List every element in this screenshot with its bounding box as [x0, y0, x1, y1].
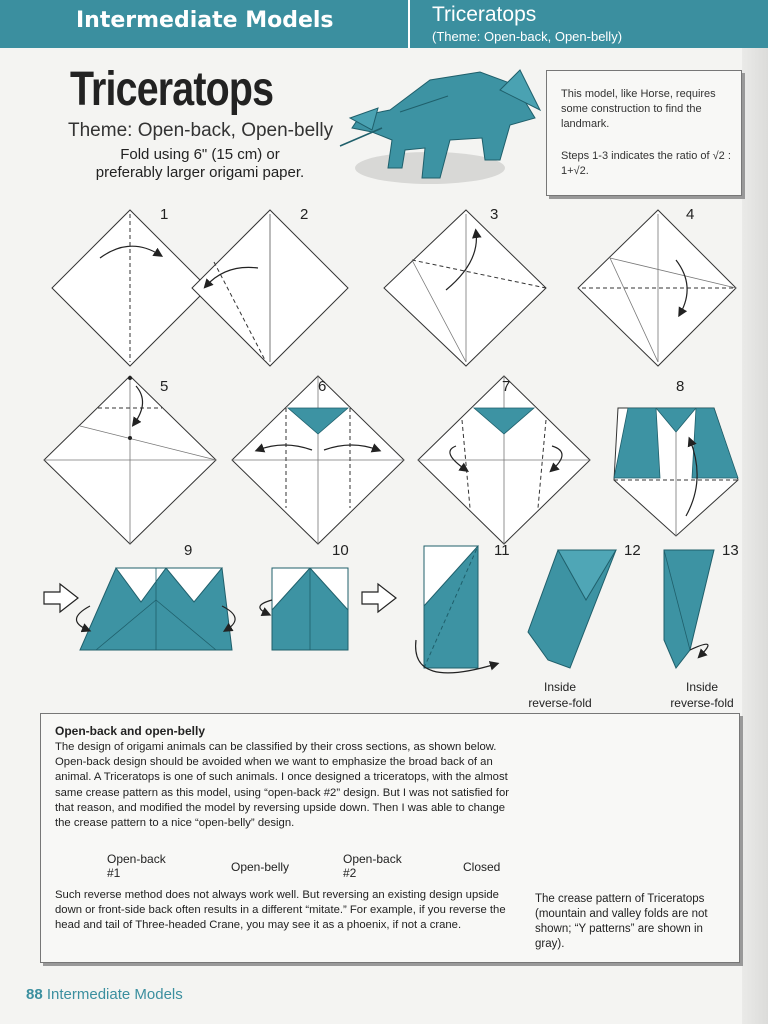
step-number: 1 [160, 206, 169, 223]
caption-line: reverse-fold [528, 696, 592, 710]
header-model-theme: (Theme: Open-back, Open-belly) [432, 29, 623, 44]
step-number: 8 [676, 378, 685, 395]
step10-shape [272, 568, 348, 650]
step12-shape [528, 550, 616, 668]
shape-label-line: Closed [463, 860, 501, 874]
step-number: 6 [318, 378, 327, 395]
shape-label-open-back-1 [107, 852, 166, 880]
shape-label-line: #2 [343, 866, 357, 880]
page-footer [26, 986, 183, 1003]
step9-shape [80, 568, 232, 650]
step-number: 7 [502, 378, 511, 395]
caption-line: reverse-fold [670, 696, 734, 710]
section-title: Intermediate Models [76, 8, 334, 33]
step-number: 2 [300, 206, 309, 223]
shape-label-line: Open-back [107, 852, 166, 866]
caption-line: Inside [685, 680, 719, 694]
model-theme: Theme: Open-back, Open-belly [68, 120, 334, 141]
step-number: 9 [184, 542, 193, 559]
caption-line: Inside [543, 680, 577, 694]
shape-label-open-belly [231, 860, 289, 874]
fold-instruction-line2: preferably larger origami paper. [95, 164, 305, 181]
step3-square [384, 210, 546, 366]
triceratops-model-illustration [340, 70, 540, 184]
step-number: 3 [490, 206, 499, 223]
essay-box [40, 713, 740, 963]
essay-body-2: Such reverse method does not always work well. But reversing an existing design upside down or front-side back often results in a different “mitate.” For example, if you reverse the head and tail of Three-headed Crane, you may see it as a phoenix, if not a crane. [55, 889, 506, 932]
step13-shape [664, 550, 714, 668]
step12-caption [520, 679, 600, 711]
step-number: 13 [722, 542, 739, 559]
shape-label-closed [463, 860, 500, 874]
step4-square [578, 210, 736, 366]
fold-instruction-line1: Fold using 6" (15 cm) or [120, 146, 280, 163]
shape-label-open-back-2 [343, 852, 402, 880]
note-paragraph-1: This model, like Horse, requires some construction to find the landmark. [561, 88, 716, 130]
step-number: 4 [686, 206, 695, 223]
header-model-title: Triceratops [432, 3, 537, 26]
shape-label-line: Open-back [343, 852, 402, 866]
step11-shape [424, 546, 478, 668]
step-number: 12 [624, 542, 641, 559]
step-number: 11 [494, 542, 510, 559]
step-number: 5 [160, 378, 169, 395]
page-title: Triceratops [70, 63, 274, 116]
crease-pattern-caption: The crease pattern of Triceratops (mountain and valley folds are not shown; “Y patterns” are shown in gray). [535, 893, 708, 950]
footer-label: Intermediate Models [46, 986, 183, 1003]
shape-label-line: Open-belly [231, 860, 290, 874]
essay-body: The design of origami animals can be classified by their cross sections, as shown below. Open-back design should be avoided when we want to emphasize the broad back of an animal. A Triceratops is one of such animals. I once designed a triceratops, with the almost same crease pattern as this model, using “open-back #2” design. But I was not satisfied for that reason, and modified the model by reversing upside down. Then I was able to change the crease pattern to a nice “open-belly” design. [55, 741, 509, 830]
step-number: 10 [332, 542, 349, 559]
page-number: 88 [26, 986, 43, 1003]
step13-caption [662, 679, 742, 711]
note-paragraph-2: Steps 1-3 indicates the ratio of √2 : 1+√2. [561, 150, 731, 177]
shape-label-line: #1 [107, 866, 121, 880]
essay-heading: Open-back and open-belly [55, 724, 206, 738]
